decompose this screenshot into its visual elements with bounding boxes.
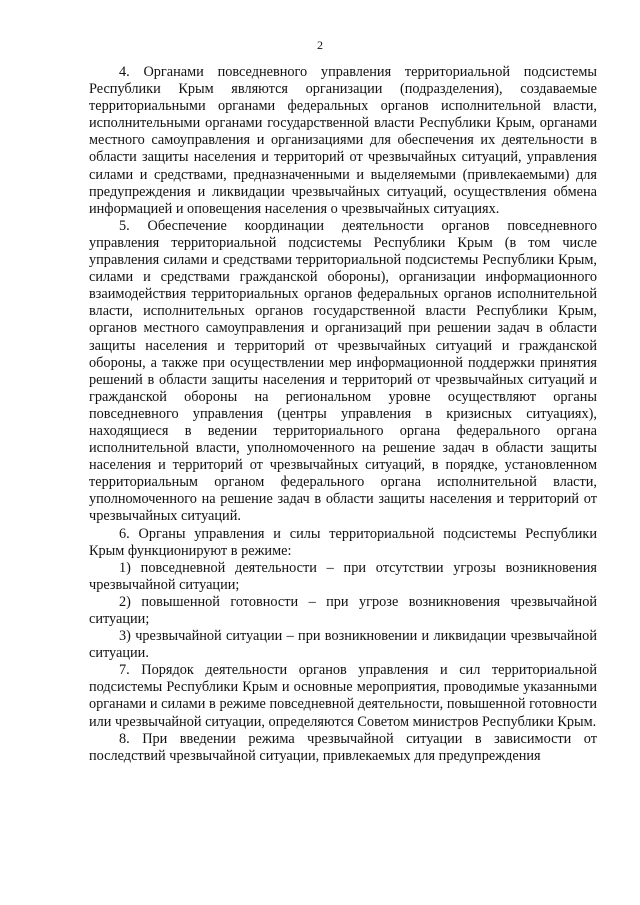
- paragraph-6: 6. Органы управления и силы территориальной подсистемы Республики Крым функционируют в режиме:: [89, 525, 597, 559]
- paragraph-5: 5. Обеспечение координации деятельности органов повседневного управления территориальной подсистемы Республики Крым (в том числе управления силами и средствами территориальной подсистемы Республики Крым, силами и средствами гражданской обороны), организации информационного взаимодействия территориальных органов федеральных органов исполнительной власти, исполнительных органов государственной власти Республики Крым, органов местного самоуправления и организаций при решении задач в области защиты населения и территорий от чрезвычайных ситуаций и гражданской обороны, а также при осуществлении мер информационной поддержки принятия решений в области защиты населения и территорий от чрезвычайных ситуаций и гражданской обороны на региональном уровне осуществляют органы повседневного управления (центры управления в кризисных ситуациях), находящиеся в ведении территориального органа федерального органа исполнительной власти, уполномоченного на решение задач в области защиты населения и территорий от чрезвычайных ситуаций, в порядке, установленном территориальным органом федерального органа исполнительной власти, уполномоченного на решение задач в области защиты населения и территорий от чрезвычайных ситуаций.: [89, 217, 597, 525]
- list-item-1: 1) повседневной деятельности – при отсутствии угрозы возникновения чрезвычайной ситуации;: [89, 559, 597, 593]
- paragraph-4: 4. Органами повседневного управления территориальной подсистемы Республики Крым являются организации (подразделения), создаваемые территориальными органами федеральных органов исполнительной власти, исполнительными органами государственной власти Республики Крым, органами местного самоуправления и организациями для обеспечения их деятельности в области защиты населения и территорий от чрезвычайных ситуаций, управления силами и средствами, предназначенными и выделяемыми (привлекаемыми) для предупреждения и ликвидации чрезвычайных ситуаций, осуществления обмена информацией и оповещения населения о чрезвычайных ситуациях.: [89, 64, 597, 217]
- list-item-3: 3) чрезвычайной ситуации – при возникновении и ликвидации чрезвычайной ситуации.: [89, 628, 597, 662]
- list-item-2: 2) повышенной готовности – при угрозе возникновения чрезвычайной ситуации;: [89, 593, 597, 627]
- paragraph-8: 8. При введении режима чрезвычайной ситуации в зависимости от последствий чрезвычайной ситуации, привлекаемых для предупреждения: [89, 730, 597, 764]
- paragraph-7: 7. Порядок деятельности органов управления и сил территориальной подсистемы Республики Крым и основные мероприятия, проводимые указанными органами и силами в режиме повседневной деятельности, повышенной готовности или чрезвычайной ситуации, определяются Советом министров Республики Крым.: [89, 662, 597, 730]
- document-body: [89, 64, 597, 765]
- page-number: 2: [317, 38, 323, 52]
